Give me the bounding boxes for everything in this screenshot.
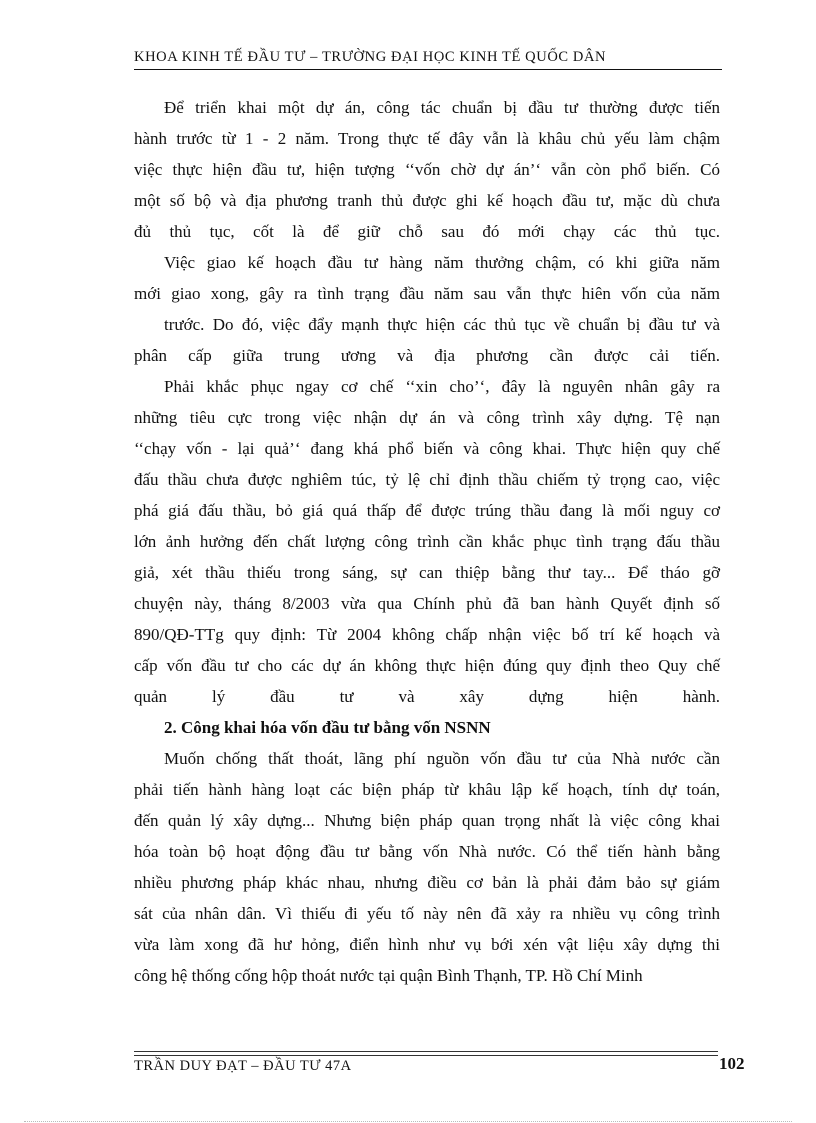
- text-line: quản lý đầu tư và xây dựng hiện hành.: [134, 687, 720, 706]
- text-line: những tiêu cực trong việc nhận dự án và công trình xây dựng. Tệ nạn: [134, 408, 720, 427]
- text-line: lớn ảnh hưởng đến chất lượng công trình cần khắc phục tình trạng đấu thầu: [134, 532, 720, 551]
- text-line: Để triển khai một dự án, công tác chuẩn bị đầu tư thường được tiến: [164, 98, 720, 117]
- text-line: một số bộ và địa phương tranh thủ được ghi kế hoạch đầu tư, mặc dù chưa: [134, 191, 720, 210]
- text-line: cấp vốn đầu tư cho các dự án không thực hiện đúng quy định theo Quy chế: [134, 656, 720, 675]
- header-title: KHOA KINH TẾ ĐẦU TƯ – TRƯỜNG ĐẠI HỌC KINH TẾ QUỐC DÂN: [134, 49, 607, 65]
- text-line: đến quản lý xây dựng... Nhưng biện pháp quan trọng nhất là việc công khai: [134, 811, 720, 830]
- text-line: đủ thủ tục, cốt là để giữ chỗ sau đó mới chạy các thủ tục.: [134, 222, 720, 241]
- text-line: trước. Do đó, việc đẩy mạnh thực hiện các thủ tục về chuẩn bị đầu tư và: [164, 315, 720, 334]
- text-line: giả, xét thầu thiếu trong sáng, sự can thiệp bằng thư tay... Để tháo gỡ: [134, 563, 720, 582]
- text-line: chuyện này, tháng 8/2003 vừa qua Chính phủ đã ban hành Quyết định số: [134, 594, 720, 613]
- page-edge: [24, 1121, 792, 1122]
- text-line: phân cấp giữa trung ương và địa phương cần được cải tiến.: [134, 346, 720, 365]
- section-heading: 2. Công khai hóa vốn đầu tư bằng vốn NSNN: [164, 718, 491, 737]
- footer-author: TRẦN DUY ĐẠT – ĐẦU TƯ 47A: [134, 1058, 352, 1074]
- text-line: vừa làm xong đã hư hỏng, điển hình như vụ bới xén vật liệu xây dựng thi: [134, 935, 720, 954]
- text-line: 890/QĐ-TTg quy định: Từ 2004 không chấp nhận việc bố trí kế hoạch và: [134, 625, 720, 644]
- text-line: hành trước từ 1 - 2 năm. Trong thực tế đây vẫn là khâu chủ yếu làm chậm: [134, 129, 720, 148]
- text-line: nhiều phương pháp khác nhau, nhưng điều cơ bản là phải đảm bảo sự giám: [134, 873, 720, 892]
- text-line: hóa toàn bộ hoạt động đầu tư bằng vốn Nhà nước. Có thể tiến hành bằng: [134, 842, 720, 861]
- document-body: [134, 92, 720, 991]
- text-line: đấu thầu chưa được nghiêm túc, tỷ lệ chỉ định thầu chiếm tỷ trọng cao, việc: [134, 470, 720, 489]
- text-line: phải tiến hành hàng loạt các biện pháp từ khâu lập kế hoạch, tính dự toán,: [134, 780, 720, 799]
- page-header: [134, 47, 722, 70]
- footer-rule: [134, 1051, 718, 1052]
- text-line: Phải khắc phục ngay cơ chế ‘‘xin cho’‘, đây là nguyên nhân gây ra: [164, 377, 720, 396]
- text-line: sát của nhân dân. Vì thiếu đi yếu tố này nên đã xảy ra nhiều vụ công trình: [134, 904, 720, 923]
- text-line: mới giao xong, gây ra tình trạng đầu năm sau vẫn thực hiên vốn của năm: [134, 284, 720, 303]
- text-line: công hệ thống cống hộp thoát nước tại quận Bình Thạnh, TP. Hồ Chí Minh: [134, 966, 643, 985]
- page-number: 102: [719, 1054, 745, 1073]
- footer-rule: [134, 1055, 718, 1056]
- text-line: ‘‘chạy vốn - lại quả’‘ đang khá phổ biến và công khai. Thực hiện quy chế: [134, 439, 720, 458]
- text-line: việc thực hiện đầu tư, hiện tượng ‘‘vốn chờ dự án’‘ vẫn còn phổ biến. Có: [134, 160, 720, 179]
- text-line: Muốn chống thất thoát, lãng phí nguồn vốn đầu tư của Nhà nước cần: [164, 749, 720, 768]
- text-line: Việc giao kế hoạch đầu tư hàng năm thưởng chậm, có khi giữa năm: [164, 253, 720, 272]
- text-line: phá giá đấu thầu, bỏ giá quá thấp để được trúng thầu đang là mối nguy cơ: [134, 501, 720, 520]
